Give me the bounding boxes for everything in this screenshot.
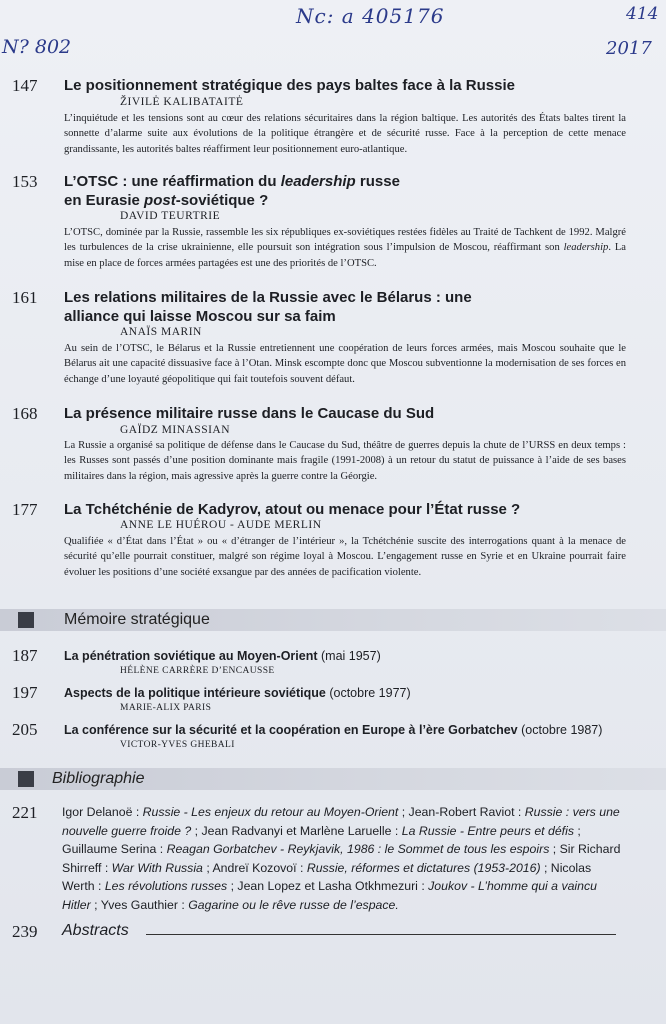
biblio-book-title: Russie - Les enjeux du retour au Moyen-Orient xyxy=(142,805,399,819)
handwritten-number-left: N? 802 xyxy=(2,36,72,58)
article-title xyxy=(64,172,644,210)
title-part: en Eurasie xyxy=(64,192,145,209)
biblio-book-title: Les révolutions russes xyxy=(104,879,228,893)
page-number: 187 xyxy=(12,646,38,665)
section-square-icon xyxy=(18,612,34,628)
biblio-segment: ; Jean Lopez et Lasha Otkhmezuri : xyxy=(227,879,429,893)
page-number: 161 xyxy=(12,288,38,307)
article-author: GAÏDZ MINASSIAN xyxy=(120,424,231,436)
memoire-title-bold: La conférence sur la sécurité et la coopération en Europe à l’ère Gorbatchev xyxy=(64,723,518,737)
article-title: La Tchétchénie de Kadyrov, atout ou menace pour l’État russe ? xyxy=(64,501,521,518)
biblio-segment: ; Nicolas Werth : xyxy=(62,860,592,893)
article-author: ANAÏS MARIN xyxy=(120,326,202,338)
title-part: -soviétique ? xyxy=(175,192,269,209)
abstract-italic: leadership xyxy=(563,242,609,254)
biblio-book-title: Reagan Gorbatchev - Reykjavik, 1986 : le Sommet de tous les espoirs xyxy=(166,842,550,856)
biblio-segment: ; Guillaume Serina : xyxy=(62,823,581,856)
bibliography-list xyxy=(62,803,622,914)
section-header-memoire xyxy=(0,609,666,631)
section-header-bibliographie xyxy=(0,768,666,790)
title-part: russe xyxy=(355,173,400,190)
page-number: 197 xyxy=(12,683,38,702)
handwritten-reference: Nc: a 405176 xyxy=(296,4,445,28)
article-title: Le positionnement stratégique des pays baltes face à la Russie xyxy=(64,77,515,94)
memoire-title xyxy=(64,685,654,701)
article-title: Les relations militaires de la Russie avec le Bélarus : une alliance qui laisse Moscou sur sa faim xyxy=(64,289,472,325)
biblio-book-title: Joukov - L’homme qui a vaincu Hitler xyxy=(62,879,597,912)
memoire-title-bold: La pénétration soviétique au Moyen-Orient xyxy=(64,649,318,663)
article-abstract: Qualifiée « d’État dans l’État » ou « d’étranger de l’intérieur », la Tchétchénie suscite des interrogations quant à la menace de sécurité qu’elle pourrait constituer, malgré son régime loyal à Moscou. L’engagement russe en Syrie et en Ukraine pourrait faire évoluer les positions d’une société exsangue par des années de pacification violente. xyxy=(64,536,626,578)
memoire-author: HÉLÈNE CARRÈRE D’ENCAUSSE xyxy=(120,666,275,676)
memoire-date: (mai 1957) xyxy=(317,649,381,663)
memoire-title-bold: Aspects de la politique intérieure soviétique xyxy=(64,686,326,700)
title-part: L’OTSC : une réaffirmation du xyxy=(64,173,281,190)
abstracts-rule xyxy=(146,934,616,935)
section-title: Mémoire stratégique xyxy=(64,611,210,628)
biblio-segment: ; Yves Gauthier : xyxy=(90,897,189,912)
biblio-book-title: War With Russia xyxy=(111,860,203,875)
handwritten-number-top-right: 414 xyxy=(626,4,659,24)
abstract-part: . La mise en place de forces armées partagées est une des priorités de l’OTSC. xyxy=(64,242,626,269)
page-number-abstracts: 239 xyxy=(12,922,38,941)
article-title: La présence militaire russe dans le Caucase du Sud xyxy=(64,405,435,422)
handwritten-year: 2017 xyxy=(606,38,652,59)
article-author: ŽIVILĖ KALIBATAITĖ xyxy=(120,96,244,108)
biblio-segment: ; Jean Radvanyi et Marlène Laruelle : xyxy=(191,823,402,838)
memoire-title xyxy=(64,648,654,664)
memoire-title xyxy=(64,722,654,738)
biblio-book-title: Russie : vers une nouvelle guerre froide ? xyxy=(62,805,620,838)
biblio-book-title: La Russie - Entre peurs et défis xyxy=(401,823,574,838)
section-square-icon xyxy=(18,771,34,787)
page-number: 221 xyxy=(12,803,38,822)
abstracts-label: Abstracts xyxy=(62,922,129,939)
abstract-part: L’OTSC, dominée par la Russie, rassemble les six républiques ex-soviétiques restées fidèles au Traité de Tachkent de 1992. Malgré les turbulences de la crise ukrainienne, elle poursuit son intégration sous l’impulsion de Moscou, réaffirmant son xyxy=(64,227,626,254)
title-italic: leadership xyxy=(280,173,356,190)
article-author: DAVID TEURTRIE xyxy=(120,210,221,222)
biblio-segment: ; Sir Richard Shirreff : xyxy=(62,842,621,875)
article-abstract xyxy=(64,225,626,271)
page-number: 168 xyxy=(12,404,38,423)
biblio-book-title: Russie, réformes et dictatures (1953-2016) xyxy=(306,860,541,875)
page-number: 153 xyxy=(12,172,38,191)
biblio-book-title: Gagarine ou le rêve russe de l’espace. xyxy=(188,897,399,912)
memoire-date: (octobre 1987) xyxy=(517,723,603,737)
page-number: 177 xyxy=(12,500,38,519)
memoire-date: (octobre 1977) xyxy=(325,686,411,700)
article-abstract: Au sein de l’OTSC, le Bélarus et la Russie entretiennent une coopération de leurs forces armées, mais Moscou souhaite que le Bélarus ait une capacité dissuasive face à l’Otan. Minsk escompte donc que Moscou subventionne la modernisation de ses forces en échange d’une loyauté géopolitique qui fait toutefois souvent défaut. xyxy=(64,343,626,385)
article-abstract: L’inquiétude et les tensions sont au cœur des relations sécuritaires dans la région baltique. Les autorités des États baltes tirent la sonnette d’alarme suite aux évolutions de la politique étrangère et de sécurité russe. Face à la perception de cette menace grandissante, les autorités baltes réaffirment leur positionnement euro-atlantique. xyxy=(64,113,626,155)
section-title: Bibliographie xyxy=(52,770,145,787)
article-author: ANNE LE HUÉROU - AUDE MERLIN xyxy=(120,519,322,531)
biblio-segment: Igor Delanoë : xyxy=(62,805,143,819)
memoire-author: VICTOR-YVES GHEBALI xyxy=(120,740,235,750)
memoire-author: MARIE-ALIX PARIS xyxy=(120,703,212,713)
article-abstract: La Russie a organisé sa politique de défense dans le Caucase du Sud, théâtre de guerres depuis la chute de l’URSS en deux temps : les Russes sont passés d’une position dominante mais fragile (1991-2008) à un retour du statut de puissance à l’aide de ses bases militaires dans la région, mais agressive après la guerre contre la Géorgie. xyxy=(64,440,626,482)
page-number: 205 xyxy=(12,720,38,739)
biblio-segment: ; Jean-Robert Raviot : xyxy=(398,805,525,819)
biblio-segment: ; Andreï Kozovoï : xyxy=(202,860,307,875)
page-number: 147 xyxy=(12,76,38,95)
title-italic: post xyxy=(144,192,176,209)
